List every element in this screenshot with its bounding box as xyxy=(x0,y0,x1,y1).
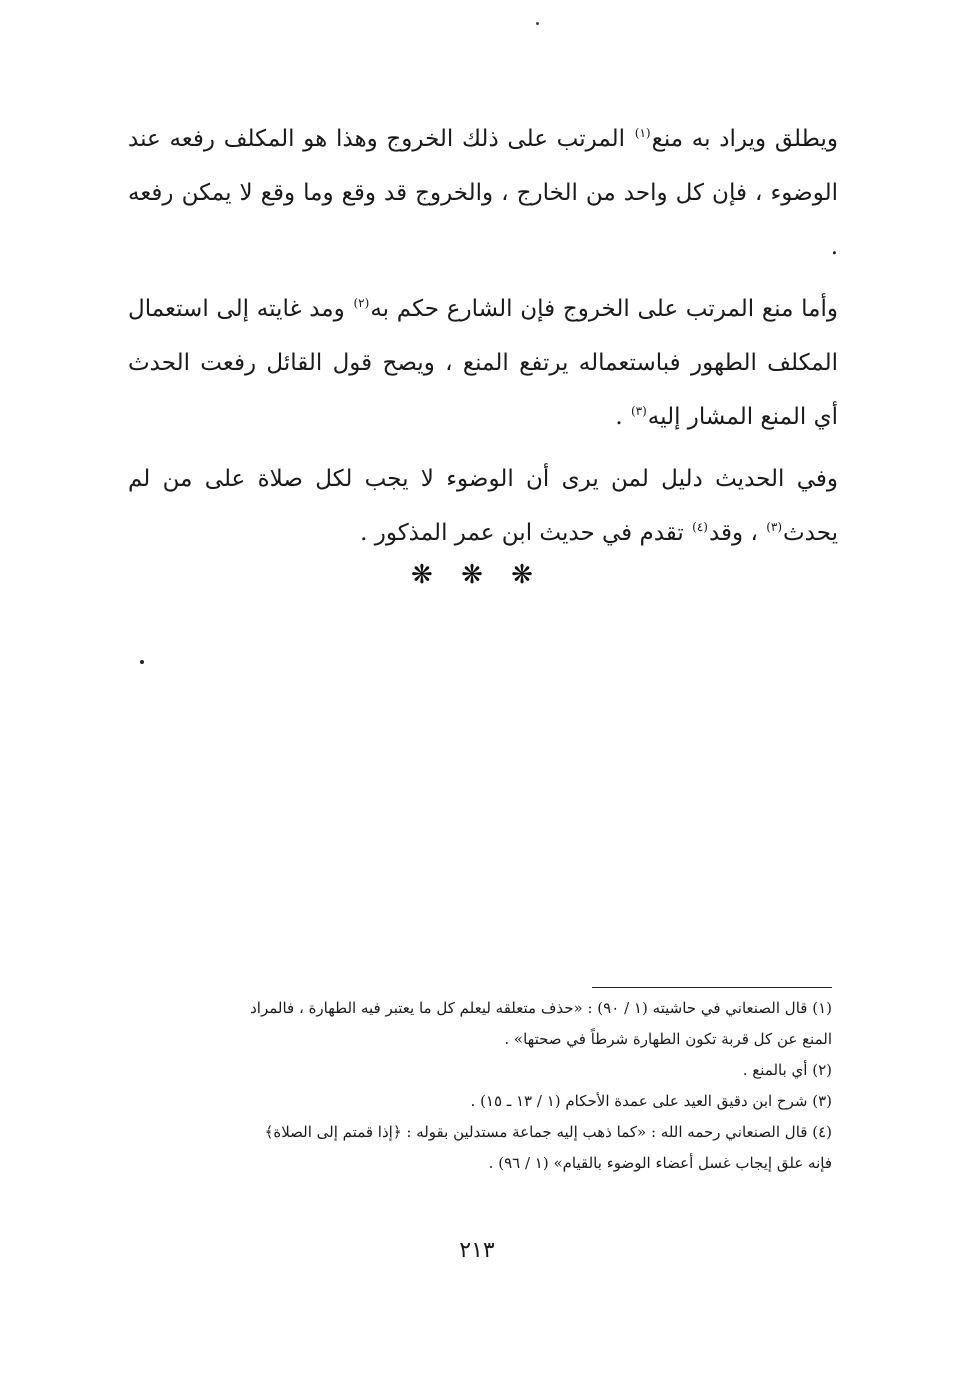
footnote-ref-2: (٢) xyxy=(353,296,370,311)
footnote-4-line-2: فإنه علق إيجاب غسل أعضاء الوضوء بالقيام» (١ / ٩٦) . xyxy=(488,1154,832,1172)
scan-speck xyxy=(536,22,539,25)
paragraph-3-text-c: تقدم في حديث ابن عمر المذكور . xyxy=(360,520,692,546)
section-separator: ❋ ❋ ❋ xyxy=(411,560,543,590)
paragraph-3 xyxy=(128,452,838,560)
footnote-4-line-1: (٤) قال الصنعاني رحمه الله : «كما ذهب إليه جماعة مستدلين بقوله : ﴿إذا قمتم إلى الصلاة﴾ xyxy=(264,1123,832,1141)
paragraph-3-text-a: وفي الحديث دليل لمن يرى أن الوضوء لا يجب لكل صلاة على من لم يحدث xyxy=(128,466,838,546)
footnote-divider xyxy=(592,987,832,988)
footnote-ref-3b: (٣) xyxy=(766,520,783,535)
footnote-2: (٢) أي بالمنع . xyxy=(742,1061,832,1079)
paragraph-2-text-b: ومد غايته إلى استعمال المكلف الطهور فباستعماله يرتفع المنع ، ويصح قول القائل رفعت الحدث أي المنع المشار إليه xyxy=(128,296,838,430)
paragraph-2 xyxy=(128,282,838,444)
paragraph-2-text-c: . xyxy=(615,404,630,430)
paragraph-1-text-a: ويطلق ويراد به منع xyxy=(651,126,838,152)
page-number: ٢١٣ xyxy=(459,1238,495,1263)
footnote-ref-4: (٤) xyxy=(692,520,708,535)
scan-speck xyxy=(140,660,144,664)
paragraph-1 xyxy=(128,112,838,274)
footnote-1-line-1: (١) قال الصنعاني في حاشيته (١ / ٩٠) : «حذف متعلقه ليعلم كل ما يعتبر فيه الطهارة ، فالمراد xyxy=(250,999,832,1017)
footnote-3: (٣) شرح ابن دقيق العيد على عمدة الأحكام (١ / ١٣ ـ ١٥) . xyxy=(470,1092,832,1110)
footnote-ref-3: (٣) xyxy=(630,404,647,419)
footnote-1-line-2: المنع عن كل قربة تكون الطهارة شرطاً في صحتها» . xyxy=(504,1030,832,1048)
footnotes xyxy=(130,993,832,1179)
paragraph-1-text-b: المرتب على ذلك الخروج وهذا هو المكلف رفعه عند الوضوء ، فإن كل واحد من الخارج ، والخروج قد وقع وما وقع لا يمكن رفعه . xyxy=(128,126,838,260)
paragraph-2-text-a: وأما منع المرتب على الخروج فإن الشارع حكم به xyxy=(370,296,838,322)
footnote-ref-1: (١) xyxy=(634,126,651,141)
paragraph-3-text-b: ، وقد xyxy=(708,520,766,546)
main-text-body xyxy=(128,112,838,568)
